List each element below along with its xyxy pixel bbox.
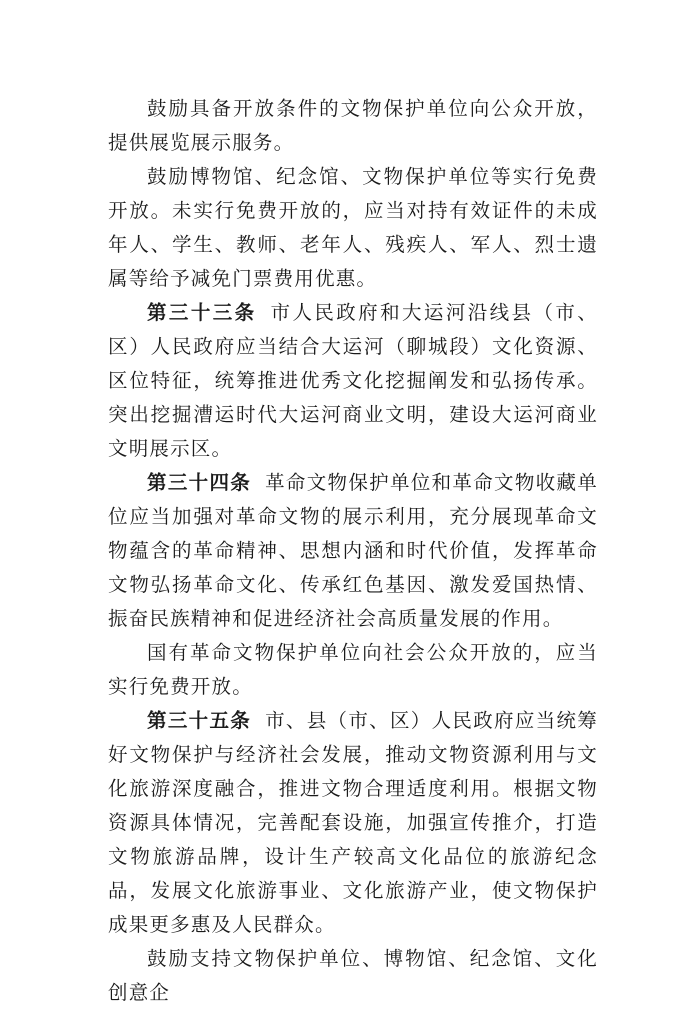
- document-body: [108, 92, 598, 1010]
- article-33-paragraph: [108, 296, 598, 466]
- article-34-paragraph: [108, 466, 598, 636]
- paragraph-text: 鼓励具备开放条件的文物保护单位向公众开放，提供展览展示服务。: [108, 97, 598, 154]
- paragraph-text: 市、县（市、区）人民政府应当统筹好文物保护与经济社会发展，推动文物资源利用与文化旅游深度融合，推进文物合理适度利用。根据文物资源具体情况，完善配套设施，加强宣传推介，打造文物旅游品牌，设计生产较高文化品位的旅游纪念品，发展文化旅游事业、文化旅游产业，使文物保护成果更多惠及人民群众。: [108, 709, 598, 936]
- paragraph-text: 革命文物保护单位和革命文物收藏单位应当加强对革命文物的展示利用，充分展现革命文物蕴含的革命精神、思想内涵和时代价值，发挥革命文物弘扬革命文化、传承红色基因、激发爱国热情、振奋民族精神和促进经济社会高质量发展的作用。: [108, 471, 598, 630]
- article-number: 第三十三条: [147, 301, 257, 324]
- paragraph-7: [108, 942, 598, 1010]
- paragraph-text: 国有革命文物保护单位向社会公众开放的，应当实行免费开放。: [108, 641, 598, 698]
- paragraph-5: [108, 636, 598, 704]
- paragraph-text: 市人民政府和大运河沿线县（市、区）人民政府应当结合大运河（聊城段）文化资源、区位特征，统筹推进优秀文化挖掘阐发和弘扬传承。突出挖掘漕运时代大运河商业文明，建设大运河商业文明展示区。: [108, 301, 598, 460]
- article-number: 第三十五条: [147, 709, 252, 732]
- article-number: 第三十四条: [147, 471, 252, 494]
- paragraph-1: [108, 92, 598, 160]
- paragraph-2: [108, 160, 598, 296]
- article-35-paragraph: [108, 704, 598, 942]
- paragraph-text: 鼓励博物馆、纪念馆、文物保护单位等实行免费开放。未实行免费开放的，应当对持有效证件的未成年人、学生、教师、老年人、残疾人、军人、烈士遗属等给予减免门票费用优惠。: [108, 165, 598, 290]
- paragraph-text: 鼓励支持文物保护单位、博物馆、纪念馆、文化创意企: [108, 947, 598, 1004]
